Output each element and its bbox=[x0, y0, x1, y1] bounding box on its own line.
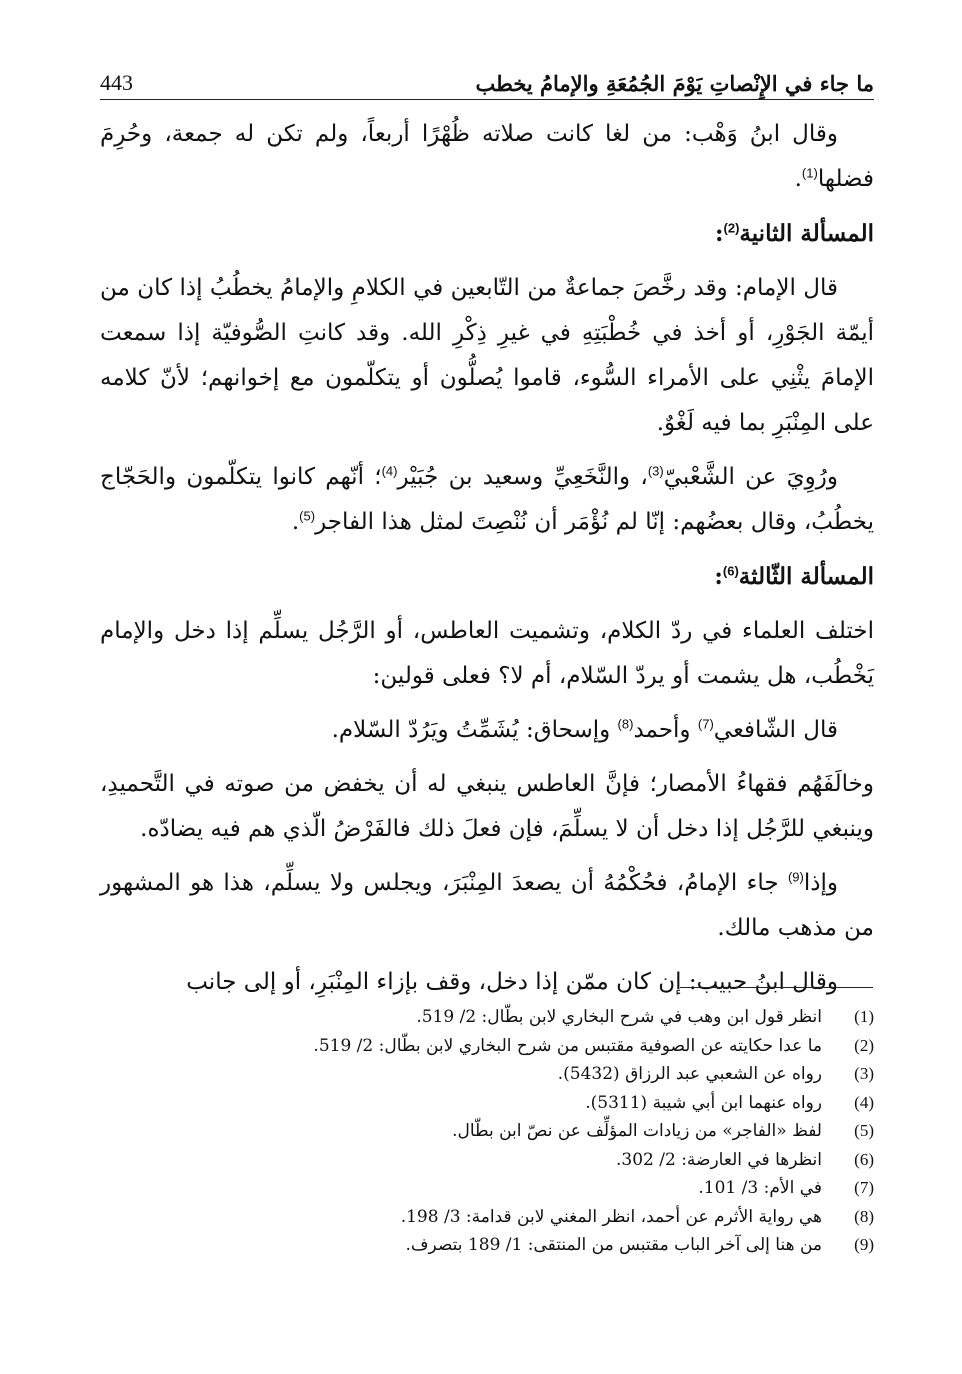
footnote-text: رواه عن الشعبي عبد الرزاق (5432). bbox=[557, 1064, 822, 1084]
footnote-ref-1: (1) bbox=[801, 165, 818, 181]
main-text bbox=[100, 112, 874, 1014]
footnote-text: في الأم: 3/ 101. bbox=[698, 1178, 822, 1198]
footnote-ref-6: (6) bbox=[722, 563, 739, 579]
paragraph-imam-statement: قال الإمام: وقد رخَّصَ جماعةٌ من التّابعين في الكلامِ والإمامُ يخطُبُ إذا كان من أيمّة الجَوْرِ، أو أخذ في خُطْبَتِهِ في غيرِ ذِكْرِ الله. وقد كانتِ الصُّوفيّة إذا سمعت الإمامَ يثْنِي على الأمراء السُّوء، قاموا يُصلُّون أو يتكلّمون مع إخوانهم؛ لأنّ كلامه على المِنْبَرِ بما فيه لَغْوٌ. bbox=[100, 275, 874, 436]
section-heading-third-issue: المسألة الثّالثة$^{(6)}$: bbox=[714, 563, 874, 590]
footnote-ref-2: (2) bbox=[723, 220, 740, 236]
footnote-item bbox=[100, 1174, 874, 1203]
paragraph-shabi-narration: ورُوِيَ عن الشَّعْبيّ$^{(3)}$، والنَّخَعِيِّ وسعيد بن جُبَيْر$^{(4)}$؛ أنّهم كانوا يتكلّمون والحَجّاج يخطُبُ، وقال بعضُهم: إنّا لم نُؤْمَر أن نُنْصِتَ لمثل هذا الفاجر$^{(5)}$. bbox=[100, 463, 874, 535]
footnote-ref-5: (5) bbox=[299, 508, 316, 524]
footnote-number: (9) bbox=[854, 1235, 874, 1254]
footnote-ref-9: (9) bbox=[787, 869, 804, 885]
footnote-ref-8: (8) bbox=[617, 716, 634, 732]
footnote-ref-4: (4) bbox=[381, 463, 398, 479]
paragraph-shafii-opinion: قال الشّافعي$^{(7)}$ وأحمد$^{(8)}$ وإسحاق: يُشَمِّتُ ويَرُدّ السّلام. bbox=[331, 716, 838, 743]
footnote-text: هي رواية الأثرم عن أحمد، انظر المغني لابن قدامة: 3/ 198. bbox=[400, 1206, 822, 1227]
footnote-item bbox=[100, 1203, 874, 1232]
running-title: ما جاء في الإِنْصاتِ يَوْمَ الجُمُعَةِ والإمامُ يخطب bbox=[475, 71, 874, 96]
footnote-item bbox=[100, 1117, 874, 1146]
footnote-number: (6) bbox=[854, 1149, 874, 1169]
footnote-divider bbox=[680, 987, 873, 988]
footnote-number: (4) bbox=[854, 1092, 874, 1112]
footnote-text: انظرها في العارضة: 2/ 302. bbox=[615, 1149, 822, 1170]
page-header bbox=[100, 56, 874, 96]
footnote-number: (3) bbox=[854, 1064, 874, 1083]
footnote-number: (2) bbox=[854, 1035, 874, 1055]
footnote-item bbox=[100, 1146, 874, 1175]
footnote-item bbox=[100, 1231, 874, 1260]
page-number: 443 bbox=[100, 70, 133, 95]
paragraph-jurists-disagree: وخالَفَهُم فقهاءُ الأمصار؛ فإنَّ العاطس ينبغي له أن يخفض من صوته في التَّحميدِ، وينبغي للرَّجُل إذا دخل أن لا يسلِّمَ، فإن فعلَ ذلك فالفَرْضُ الّذي هم فيه يضادّه. bbox=[100, 771, 874, 842]
header-divider bbox=[100, 99, 874, 100]
footnote-item bbox=[100, 1003, 874, 1032]
footnote-text: من هنا إلى آخر الباب مقتبس من المنتقى: 1/ 189 بتصرف. bbox=[405, 1235, 822, 1255]
section-heading-second-issue: المسألة الثانية$^{(2)}$: bbox=[714, 220, 874, 247]
footnote-ref-7: (7) bbox=[697, 716, 714, 732]
footnote-text: لفظ «الفاجر» من زيادات المؤلِّف عن نصّ ابن بطّال. bbox=[452, 1121, 822, 1141]
footnote-ref-3: (3) bbox=[647, 463, 664, 479]
footnote-number: (7) bbox=[854, 1178, 874, 1197]
paragraph-ibn-habib: وقال ابنُ حبيب: إن كان ممّن إذا دخل، وقف بإزاء المِنْبَرِ، أو إلى جانب bbox=[186, 969, 838, 995]
footnote-text: رواه عنهما ابن أبي شيبة (5311). bbox=[585, 1092, 822, 1113]
footnote-item bbox=[100, 1089, 874, 1118]
paragraph-imam-arrival: وإذا$^{(9)}$ جاء الإمامُ، فحُكْمُهُ أن يصعدَ المِنْبَرَ، ويجلس ولا يسلِّم، هذا هو المشهور من مذهب مالك. bbox=[100, 869, 874, 941]
footnote-item bbox=[100, 1060, 874, 1089]
footnote-number: (1) bbox=[854, 1007, 874, 1026]
footnote-item bbox=[100, 1032, 874, 1061]
footnote-number: (8) bbox=[854, 1206, 874, 1226]
footnote-text: ما عدا حكايته عن الصوفية مقتبس من شرح البخاري لابن بطّال: 2/ 519. bbox=[313, 1035, 822, 1056]
footnote-text: انظر قول ابن وهب في شرح البخاري لابن بطّال: 2/ 519. bbox=[416, 1007, 822, 1027]
paragraph-scholars-differ: اختلف العلماء في ردّ الكلام، وتشميت العاطس، أو الرَّجُل يسلِّم إذا دخل والإمام يَخْطُب، هل يشمت أو يردّ السّلام، أم لا؟ فعلى قولين: bbox=[100, 618, 874, 689]
footnote-number: (5) bbox=[854, 1121, 874, 1140]
footnotes bbox=[100, 1003, 874, 1260]
paragraph-ibn-wahb: وقال ابنُ وَهْب: من لغا كانت صلاته ظُهْرًا أربعاً، ولم تكن له جمعة، وحُرِمَ فضلها$^{(1)}$. bbox=[100, 121, 874, 192]
